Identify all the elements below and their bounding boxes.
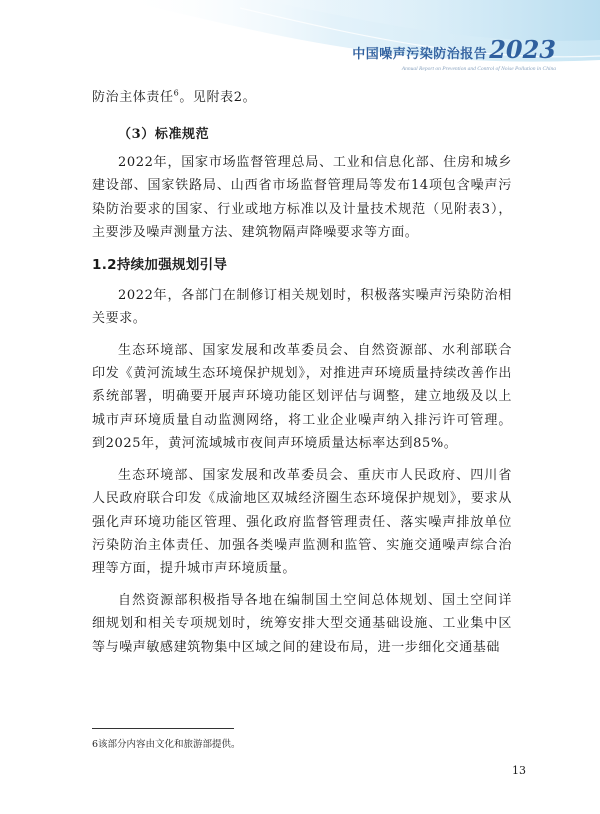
- paragraph-chengyu-plan: 生态环境部、国家发展和改革委员会、重庆市人民政府、四川省人民政府联合印发《成渝地区双城经济圈生态环境保护规划》，要求从强化声环境功能区管理、强化政府监督管理责任、落实噪声排放单位污染防治主体责任、加强各类噪声监测和监管、实施交通噪声综合治理等方面，提升城市声环境质量。: [92, 467, 512, 577]
- header-band: [0, 0, 600, 92]
- report-title-cn: 中国噪声污染防治报告: [352, 47, 488, 62]
- footnote-divider: [92, 728, 234, 729]
- footnote-ref: 6: [173, 88, 180, 98]
- page-content: [92, 86, 512, 659]
- footnote: 6该部分内容由文化和旅游部提供。: [92, 739, 241, 750]
- report-title: [352, 35, 556, 64]
- continued-paragraph: [92, 86, 512, 109]
- paragraph-planning-intro: 2022年，各部门在制修订相关规划时，积极落实噪声污染防治相关要求。: [92, 287, 512, 327]
- page-number: 13: [512, 764, 526, 777]
- paragraph-yellow-river-plan: 生态环境部、国家发展和改革委员会、自然资源部、水利部联合印发《黄河流域生态环境保护规划》，对推进声环境质量持续改善作出系统部署，明确要开展声环境功能区划评估与调整，建立地级及以上城市声环境质量自动监测网络，将工业企业噪声纳入排污许可管理。到2025年，黄河流域城市夜间声环境质量达标率达到85%。: [92, 342, 512, 452]
- paragraph-natural-resources: 自然资源部积极指导各地在编制国土空间总体规划、国土空间详细规划和相关专项规划时，统筹安排大型交通基础设施、工业集中区等与噪声敏感建筑物集中区域之间的建设布局，进一步细化交通基础: [92, 592, 512, 655]
- continued-text: 防治主体责任: [92, 90, 174, 105]
- subheading-standards: （3）标准规范: [118, 127, 210, 143]
- report-subtitle: Annual Report on Prevention and Control of Noise Pollution in China: [401, 66, 556, 72]
- continued-tail: 。见附表2。: [179, 90, 257, 105]
- section-heading-planning: 1.2持续加强规划引导: [92, 257, 228, 274]
- paragraph-standards: 2022年，国家市场监督管理总局、工业和信息化部、住房和城乡建设部、国家铁路局、山西省市场监督管理局等发布14项包含噪声污染防治要求的国家、行业或地方标准以及计量技术规范（见附表3），主要涉及噪声测量方法、建筑物隔声降噪要求等方面。: [92, 154, 512, 241]
- report-title-year: 2023: [489, 35, 556, 64]
